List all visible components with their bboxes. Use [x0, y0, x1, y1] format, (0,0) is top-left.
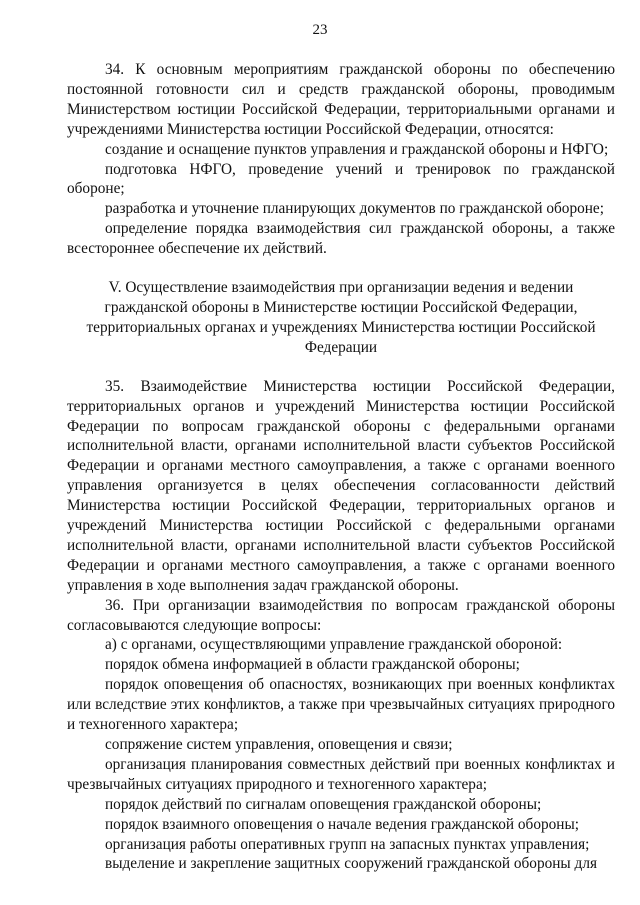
list-item: порядок оповещения об опасностях, возникающих при военных конфликтах или вследствие этих конфликтов, а также при чрезвычайных ситуациях природного и техногенного характера; [67, 676, 615, 734]
list-item: подготовка НФГО, проведение учений и тренировок по гражданской обороне; [67, 160, 615, 198]
list-item: определение порядка взаимодействия сил гражданской обороны, а также всестороннее обеспечение их действий. [67, 220, 615, 258]
paragraph-36: 36. При организации взаимодействия по вопросам гражданской обороны согласовываются следующие вопросы: [67, 596, 615, 634]
section-heading: V. Осуществление взаимодействия при организации ведения и ведении гражданской обороны в Министерстве юстиции Российской Федерации, территориальных органах и учреждениях Министерства юстиции Российской Федерации [86, 279, 596, 356]
spacer [67, 358, 615, 377]
list-item: выделение и закрепление защитных сооружений гражданской обороны для [105, 855, 597, 873]
document-body [67, 60, 615, 874]
list-item: сопряжение систем управления, оповещения и связи; [105, 736, 453, 753]
list-item: порядок действий по сигналам оповещения гражданской обороны; [105, 795, 542, 813]
paragraph-34: 34. К основным мероприятиям гражданской обороны по обеспечению постоянной готовности сил и средств гражданской обороны, проводимым Министерством юстиции Российской Федерации, территориальными органами и учреждениями Министерства юстиции Российской Федерации, относятся: [67, 61, 615, 138]
list-item: организация планирования совместных действий при военных конфликтах и чрезвычайных ситуациях природного и техногенного характера; [67, 755, 615, 793]
list-item: порядок взаимного оповещения о начале ведения гражданской обороны; [105, 815, 579, 833]
list-item: разработка и уточнение планирующих документов по гражданской обороне; [105, 200, 604, 218]
list-item: а) с органами, осуществляющими управление гражданской обороной: [105, 636, 563, 654]
list-item: порядок обмена информацией в области гражданской обороны; [105, 656, 520, 674]
list-item: создание и оснащение пунктов управления и гражданской обороны и НФГО; [105, 140, 609, 158]
page-number: 23 [312, 22, 328, 38]
list-item: организация работы оперативных групп на запасных пунктах управления; [105, 835, 590, 853]
paragraph-35: 35. Взаимодействие Министерства юстиции Российской Федерации, территориальных органов и учреждений Министерства юстиции Российской Федерации по вопросам гражданской обороны с федеральными органами исполнительной власти, органами исполнительной власти субъектов Российской Федерации и органами местного самоуправления, а также с органами военного управления организуется в целях обеспечения согласованности действий Министерства юстиции Российской Федерации, территориальных органов и учреждений Министерства юстиции Российской с федеральными органами исполнительной власти, органами исполнительной власти субъектов Российской Федерации и органами местного самоуправления, а также с органами военного управления в ходе выполнения задач гражданской обороны. [67, 377, 615, 594]
spacer [67, 259, 615, 278]
